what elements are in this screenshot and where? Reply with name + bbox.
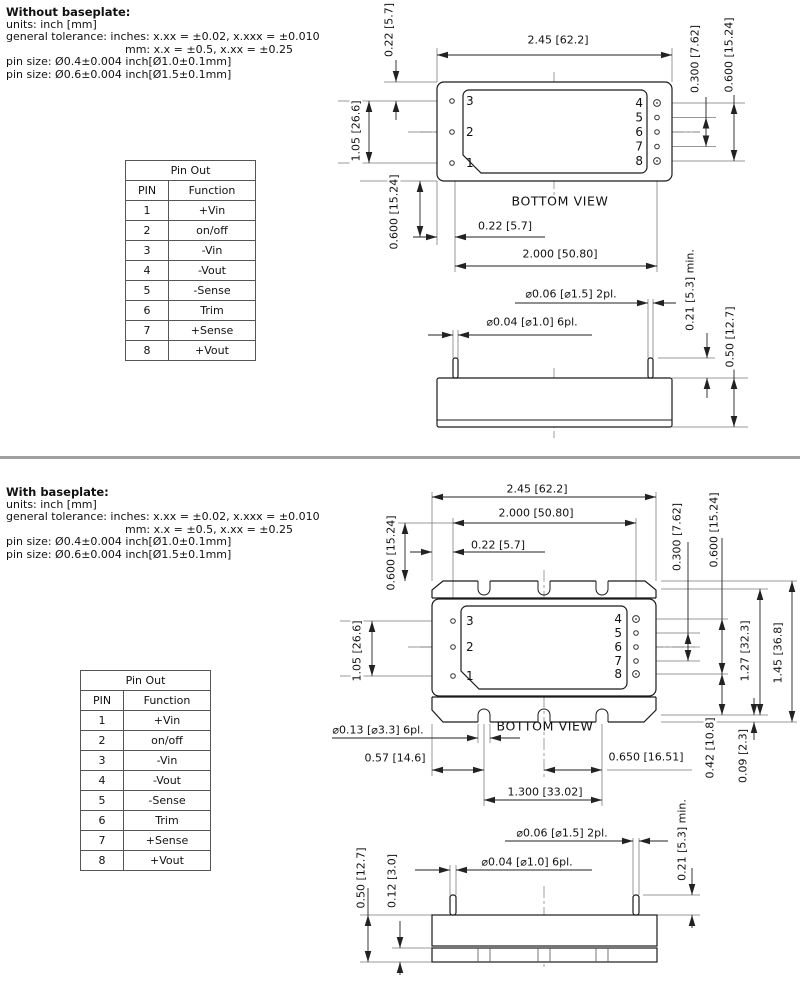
dim-pin-span-x-label: 2.000 [50.80]	[498, 506, 574, 520]
pinout-cell: -Vout	[169, 261, 256, 281]
pin-number: 4	[635, 96, 643, 110]
pinout-cell: 6	[81, 811, 124, 831]
dim-pin-offset-x-label: 0.22 [5.7]	[477, 219, 533, 233]
note-line: pin size: Ø0.4±0.004 inch[Ø1.0±0.1mm]	[6, 535, 232, 549]
pinout-cell: Trim	[124, 811, 211, 831]
pin-number: 5	[635, 110, 643, 125]
pinout-title: Pin Out	[81, 671, 211, 691]
note-line: general tolerance: inches: x.xx = ±0.02, x.xxx = ±0.010	[6, 510, 320, 524]
pinout-cell: 6	[126, 301, 169, 321]
dim-pin-dia-large-label: ⌀0.06 [⌀1.5] 2pl.	[525, 287, 617, 301]
pin-number: 6	[614, 640, 622, 654]
section-title: Without baseplate:	[6, 5, 131, 19]
pinout-col-pin: PIN	[81, 691, 124, 711]
note-line: units: inch [mm]	[6, 497, 97, 511]
pinout-col-function: Function	[124, 691, 211, 711]
pinout-cell: -Vin	[169, 241, 256, 261]
dim-left-pin-span-label: 1.05 [26.6]	[350, 620, 364, 682]
pinout-cell: -Sense	[169, 281, 256, 301]
pinout-cell: 7	[126, 321, 169, 341]
dim-left-600-label: 0.600 [15.24]	[387, 174, 401, 250]
pinout-cell: +Vout	[169, 341, 256, 361]
note-line: mm: x.x = ±0.5, x.xx = ±0.25	[125, 522, 294, 536]
pinout-cell: 3	[126, 241, 169, 261]
pinout-cell: +Sense	[124, 831, 211, 851]
pinout-cell: 8	[126, 341, 169, 361]
pinout-cell: +Vin	[124, 711, 211, 731]
pinout-cell: +Sense	[169, 321, 256, 341]
dim-pin-dia-small-label: ⌀0.04 [⌀1.0] 6pl.	[481, 855, 573, 869]
pinout-cell: on/off	[169, 221, 256, 241]
pinout-cell: 1	[126, 201, 169, 221]
pinout-title: Pin Out	[126, 161, 256, 181]
pinout-cell: 8	[81, 851, 124, 871]
pin-number: 8	[614, 667, 622, 681]
pin-number: 2	[466, 125, 474, 139]
pin-number: 1	[466, 669, 474, 683]
pin-number: 8	[635, 154, 643, 168]
note-line: pin size: Ø0.4±0.004 inch[Ø1.0±0.1mm]	[6, 55, 232, 69]
dim-slot-offset-label: 0.57 [14.6]	[364, 751, 426, 765]
pinout-cell: 2	[126, 221, 169, 241]
pinout-cell: 1	[81, 711, 124, 731]
dim-slot-span-h-label: 1.300 [33.02]	[507, 785, 583, 799]
dim-slot-42-label: 0.42 [10.8]	[703, 717, 717, 779]
dim-right-span-label: 0.600 [15.24]	[722, 17, 736, 93]
dim-module-width-label: 2.45 [62.2]	[506, 482, 568, 496]
dim-module-width-label: 2.45 [62.2]	[527, 33, 589, 47]
note-line: pin size: Ø0.6±0.004 inch[Ø1.5±0.1mm]	[6, 547, 232, 561]
dim-left-pin-span-label: 1.05 [26.6]	[349, 100, 363, 162]
dim-pin-offset-x-label: 0.22 [5.7]	[470, 538, 526, 552]
pin-number: 4	[614, 612, 622, 626]
pin-number: 2	[466, 640, 474, 654]
dim-pin-length-label: 0.21 [5.3] min.	[675, 799, 689, 881]
pinout-cell: +Vin	[169, 201, 256, 221]
pin-number: 3	[466, 94, 474, 108]
pin-number: 5	[614, 626, 622, 640]
dim-left-600-label: 0.600 [15.24]	[384, 515, 398, 591]
dim-slot-650-label: 0.650 [16.51]	[608, 750, 684, 764]
pinout-cell: 4	[126, 261, 169, 281]
pinout-cell: Trim	[169, 301, 256, 321]
pin-number: 3	[466, 614, 474, 628]
pinout-cell: 2	[81, 731, 124, 751]
pinout-cell: -Vin	[124, 751, 211, 771]
dim-module-height-label: 0.50 [12.7]	[723, 306, 737, 368]
dim-slot-span-v-label: 1.27 [32.3]	[738, 620, 752, 682]
dim-slot-09-label: 0.09 [2.3]	[736, 728, 750, 784]
pinout-cell: -Vout	[124, 771, 211, 791]
dim-right-span-label: 0.600 [15.24]	[707, 492, 721, 568]
dim-pin-to-edge-label: 0.22 [5.7]	[382, 2, 396, 58]
note-line: units: inch [mm]	[6, 17, 97, 31]
dim-baseplate-width-label: 1.45 [36.8]	[771, 622, 785, 684]
dim-baseplate-thickness-label: 0.12 [3.0]	[385, 853, 399, 909]
pinout-cell: 5	[126, 281, 169, 301]
note-line: general tolerance: inches: x.xx = ±0.02, x.xxx = ±0.010	[6, 30, 320, 44]
pinout-cell: -Sense	[124, 791, 211, 811]
dim-right-pitch-label: 0.300 [7.62]	[670, 502, 684, 572]
dim-pin-dia-large-label: ⌀0.06 [⌀1.5] 2pl.	[516, 826, 608, 840]
pin-number: 6	[635, 125, 643, 139]
pinout-cell: +Vout	[124, 851, 211, 871]
pin-number: 7	[614, 654, 622, 668]
note-line: pin size: Ø0.6±0.004 inch[Ø1.5±0.1mm]	[6, 67, 232, 81]
pin-number: 7	[635, 139, 643, 154]
pinout-cell: 4	[81, 771, 124, 791]
bottom-view-caption: BOTTOM VIEW	[511, 193, 609, 209]
dim-pin-length-label: 0.21 [5.3] min.	[683, 249, 697, 331]
dim-right-pitch-label: 0.300 [7.62]	[688, 24, 702, 94]
dim-pin-dia-small-label: ⌀0.04 [⌀1.0] 6pl.	[486, 315, 578, 329]
bottom-view-caption: BOTTOM VIEW	[496, 718, 594, 734]
side-view-module	[437, 358, 672, 427]
pinout-cell: on/off	[124, 731, 211, 751]
dim-slot-dia-label: ⌀0.13 [⌀3.3] 6pl.	[332, 723, 424, 737]
section-title: With baseplate:	[6, 485, 109, 499]
side-view-module	[432, 895, 657, 962]
pinout-cell: 5	[81, 791, 124, 811]
pinout-cell: 3	[81, 751, 124, 771]
pinout-cell: 7	[81, 831, 124, 851]
pin-number: 1	[466, 156, 474, 170]
note-line: mm: x.x = ±0.5, x.xx = ±0.25	[125, 42, 294, 56]
pinout-col-function: Function	[169, 181, 256, 201]
dim-pin-span-x-label: 2.000 [50.80]	[522, 247, 598, 261]
dim-module-height-label: 0.50 [12.7]	[354, 847, 368, 909]
pinout-col-pin: PIN	[126, 181, 169, 201]
